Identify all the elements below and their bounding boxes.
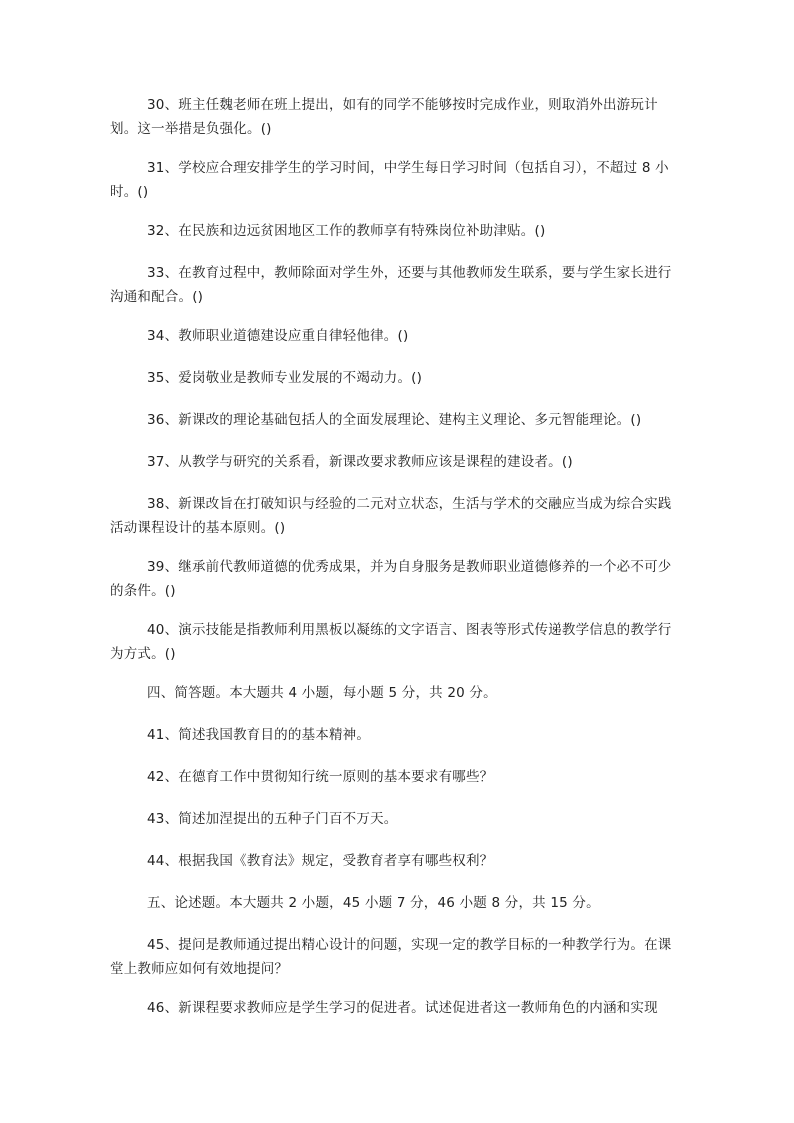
question-42: 42、在德育工作中贯彻知行统一原则的基本要求有哪些？ [147, 769, 494, 785]
question-44: 44、根据我国《教育法》规定，受教育者享有哪些权利？ [147, 853, 494, 869]
question-31: 31、学校应合理安排学生的学习时间，中学生每日学习时间（包括自习），不超过 8 小时。() [110, 160, 669, 200]
question-37: 37、从教学与研究的关系看，新课改要求教师应该是课程的建设者。() [147, 454, 573, 470]
question-40: 40、演示技能是指教师利用黑板以凝练的文字语言、图表等形式传递教学信息的教学行为方式。() [110, 622, 672, 662]
question-32: 32、在民族和边远贫困地区工作的教师享有特殊岗位补助津贴。() [147, 223, 546, 239]
question-30: 30、班主任魏老师在班上提出，如有的同学不能够按时完成作业，则取消外出游玩计划。这一举措是负强化。() [110, 97, 658, 137]
question-33: 33、在教育过程中，教师除面对学生外，还要与其他教师发生联系，要与学生家长进行沟通和配合。() [110, 265, 672, 305]
question-34: 34、教师职业道德建设应重自律轻他律。() [147, 328, 409, 344]
question-35: 35、爱岗敬业是教师专业发展的不竭动力。() [147, 370, 423, 386]
section-heading-essay: 五、论述题。本大题共 2 小题，45 小题 7 分，46 小题 8 分，共 15 分。 [147, 895, 600, 911]
question-46: 46、新课程要求教师应是学生学习的促进者。试述促进者这一教师角色的内涵和实现 [147, 1000, 658, 1016]
question-41: 41、简述我国教育目的的基本精神。 [147, 727, 371, 743]
question-39: 39、继承前代教师道德的优秀成果，并为自身服务是教师职业道德修养的一个必不可少的条件。() [110, 559, 672, 599]
section-heading-short-answer: 四、简答题。本大题共 4 小题，每小题 5 分，共 20 分。 [147, 685, 497, 701]
question-36: 36、新课改的理论基础包括人的全面发展理论、建构主义理论、多元智能理论。() [147, 412, 642, 428]
question-45: 45、提问是教师通过提出精心设计的问题，实现一定的教学目标的一种教学行为。在课堂上教师应如何有效地提问？ [110, 937, 672, 977]
question-43: 43、简述加涅提出的五种子门百不万天。 [147, 811, 398, 827]
question-38: 38、新课改旨在打破知识与经验的二元对立状态，生活与学术的交融应当成为综合实践活动课程设计的基本原则。() [110, 496, 672, 536]
